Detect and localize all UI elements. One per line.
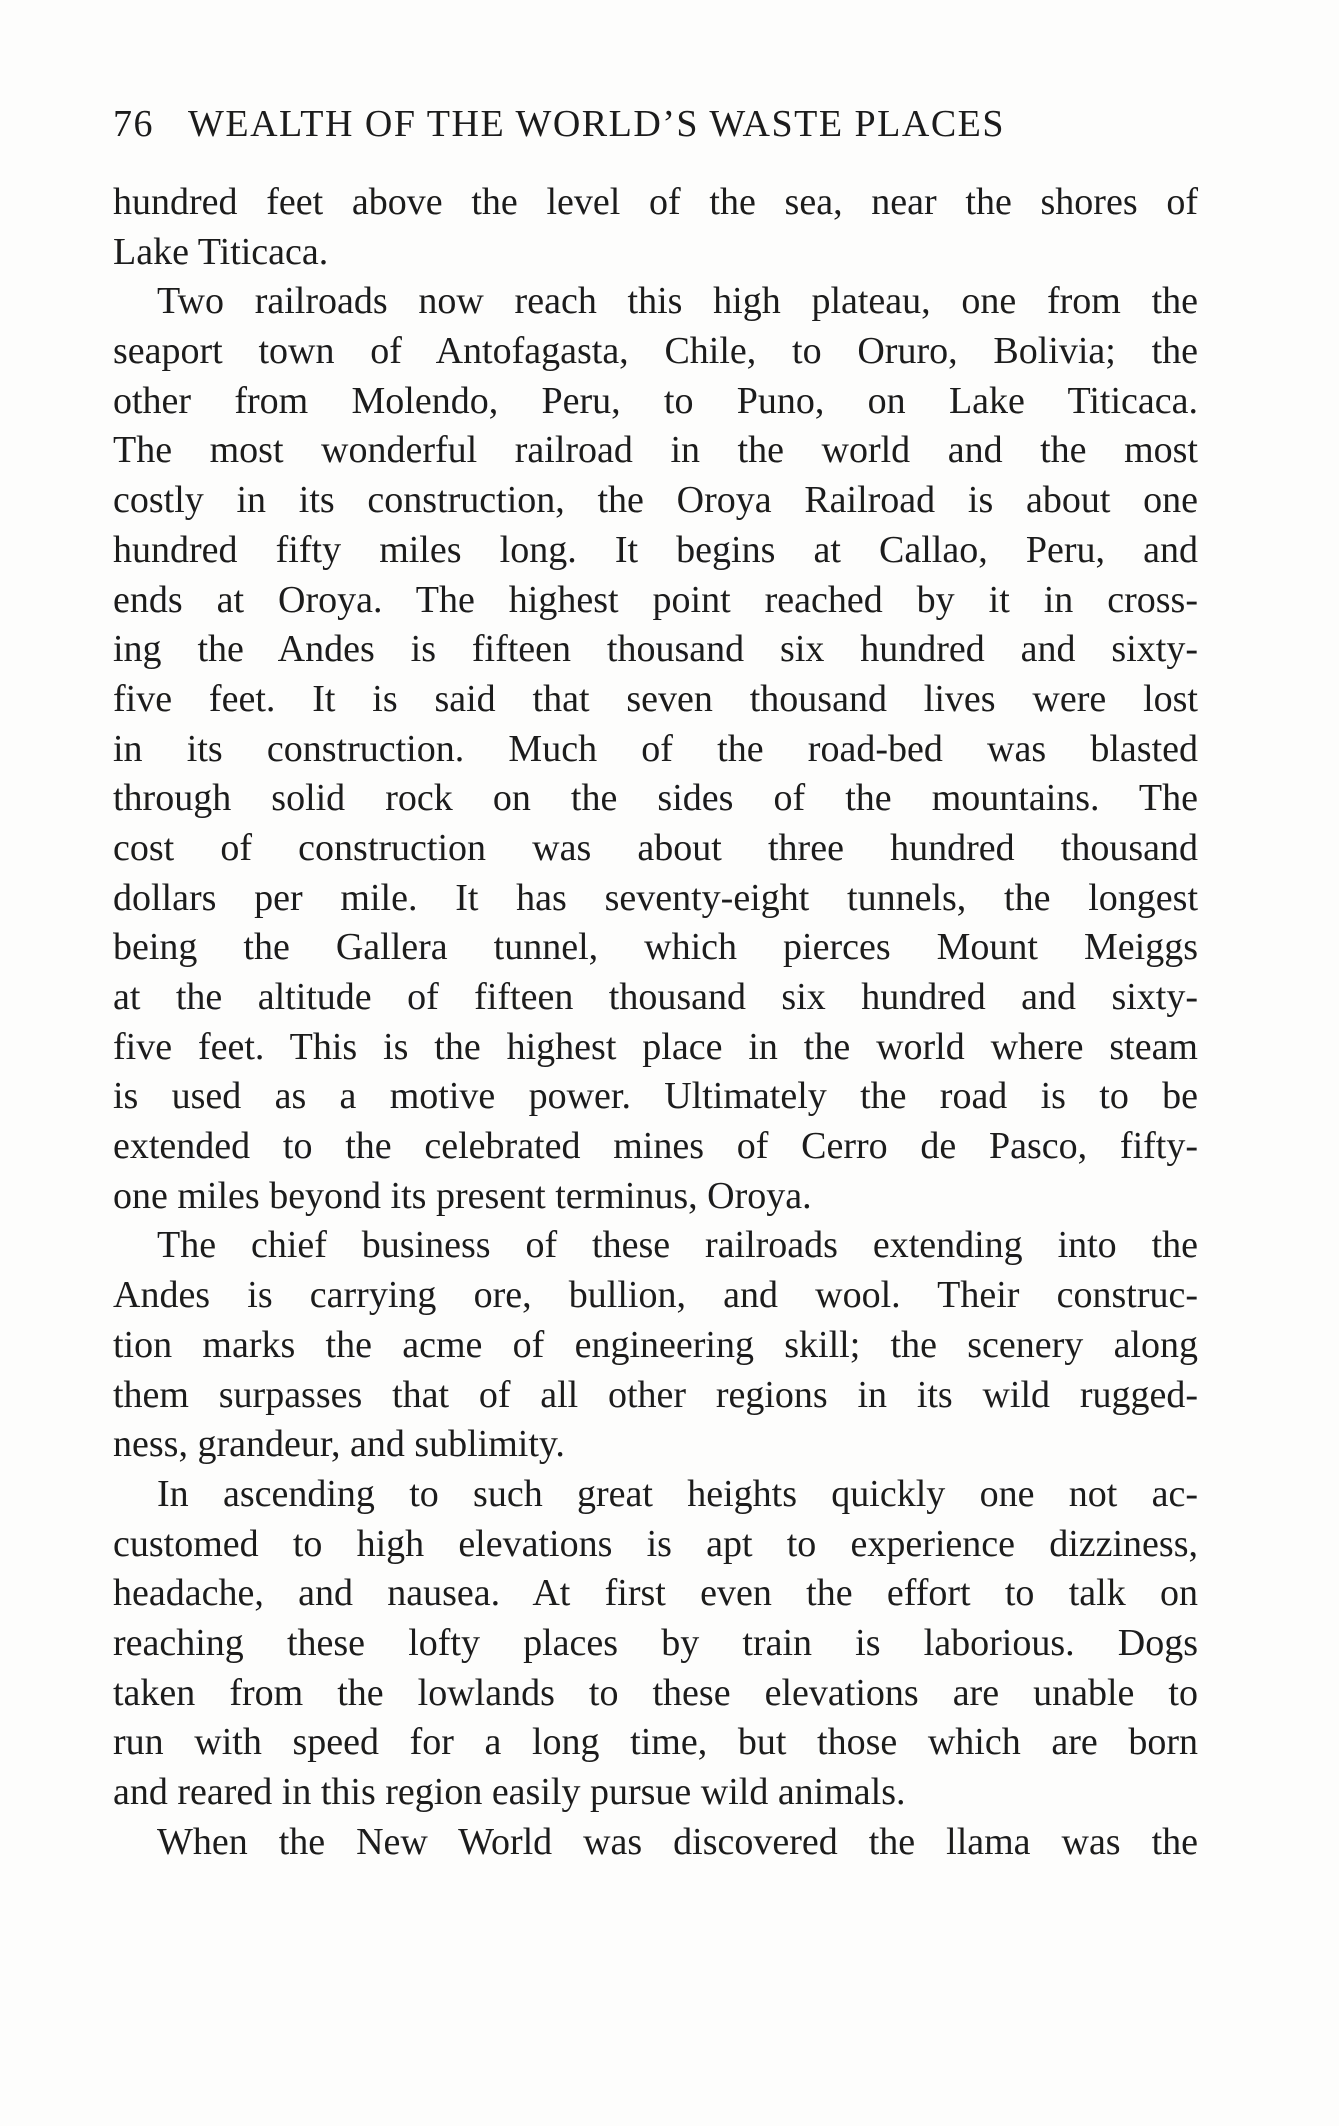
text-line: seaport town of Antofagasta, Chile, to Oruro, Bolivia; the <box>113 330 1198 373</box>
text-line: and reared in this region easily pursue wild animals. <box>113 1771 906 1813</box>
text-line: hundred fifty miles long. It begins at Callao, Peru, and <box>113 528 1198 571</box>
text-line: ness, grandeur, and sublimity. <box>113 1423 565 1466</box>
running-title: WEALTH OF THE WORLD’S WASTE PLACES <box>188 103 1006 145</box>
text-line: In ascending to such great heights quickly one not ac- <box>157 1472 1198 1515</box>
text-line: taken from the lowlands to these elevations are unable to <box>113 1671 1198 1714</box>
text-line: through solid rock on the sides of the mountains. The <box>113 777 1198 820</box>
text-line: hundred feet above the level of the sea, near the shores of <box>113 181 1198 223</box>
text-line: cost of construction was about three hundred thousand <box>113 826 1198 869</box>
text-line: tion marks the acme of engineering skill; the scenery along <box>113 1323 1198 1366</box>
text-line: ends at Oroya. The highest point reached by it in cross- <box>113 578 1198 621</box>
body-text <box>113 178 1198 1867</box>
text-line: The most wonderful railroad in the world and the most <box>113 429 1198 472</box>
running-header <box>113 100 1193 148</box>
text-line: five feet. It is said that seven thousand lives were lost <box>113 677 1198 720</box>
text-line: other from Molendo, Peru, to Puno, on Lake Titicaca. <box>113 379 1198 422</box>
text-line: is used as a motive power. Ultimately the road is to be <box>113 1075 1198 1118</box>
text-line: five feet. This is the highest place in the world where steam <box>113 1025 1198 1068</box>
text-line: one miles beyond its present terminus, Oroya. <box>113 1174 812 1217</box>
text-line: reaching these lofty places by train is laborious. Dogs <box>113 1621 1198 1664</box>
text-line: customed to high elevations is apt to experience dizziness, <box>113 1522 1198 1565</box>
text-line: ing the Andes is fifteen thousand six hundred and sixty- <box>113 628 1198 671</box>
text-line: Two railroads now reach this high plateau, one from the <box>157 280 1198 323</box>
text-line: Andes is carrying ore, bullion, and wool. Their construc- <box>113 1274 1198 1317</box>
page-number: 76 <box>113 103 154 145</box>
text-line: extended to the celebrated mines of Cerro de Pasco, fifty- <box>113 1125 1198 1168</box>
text-line: at the altitude of fifteen thousand six hundred and sixty- <box>113 976 1198 1018</box>
text-line: being the Gallera tunnel, which pierces Mount Meiggs <box>113 926 1198 969</box>
text-line: costly in its construction, the Oroya Railroad is about one <box>113 479 1198 522</box>
text-line: them surpasses that of all other regions in its wild rugged- <box>113 1373 1198 1416</box>
text-line: The chief business of these railroads extending into the <box>157 1224 1198 1267</box>
text-line: Lake Titicaca. <box>113 230 329 273</box>
text-line: When the New World was discovered the llama was the <box>157 1820 1198 1863</box>
text-line: in its construction. Much of the road-bed was blasted <box>113 727 1198 770</box>
text-line: run with speed for a long time, but those which are born <box>113 1721 1198 1764</box>
text-line: dollars per mile. It has seventy-eight tunnels, the longest <box>113 876 1198 919</box>
text-line: headache, and nausea. At first even the effort to talk on <box>113 1572 1198 1615</box>
